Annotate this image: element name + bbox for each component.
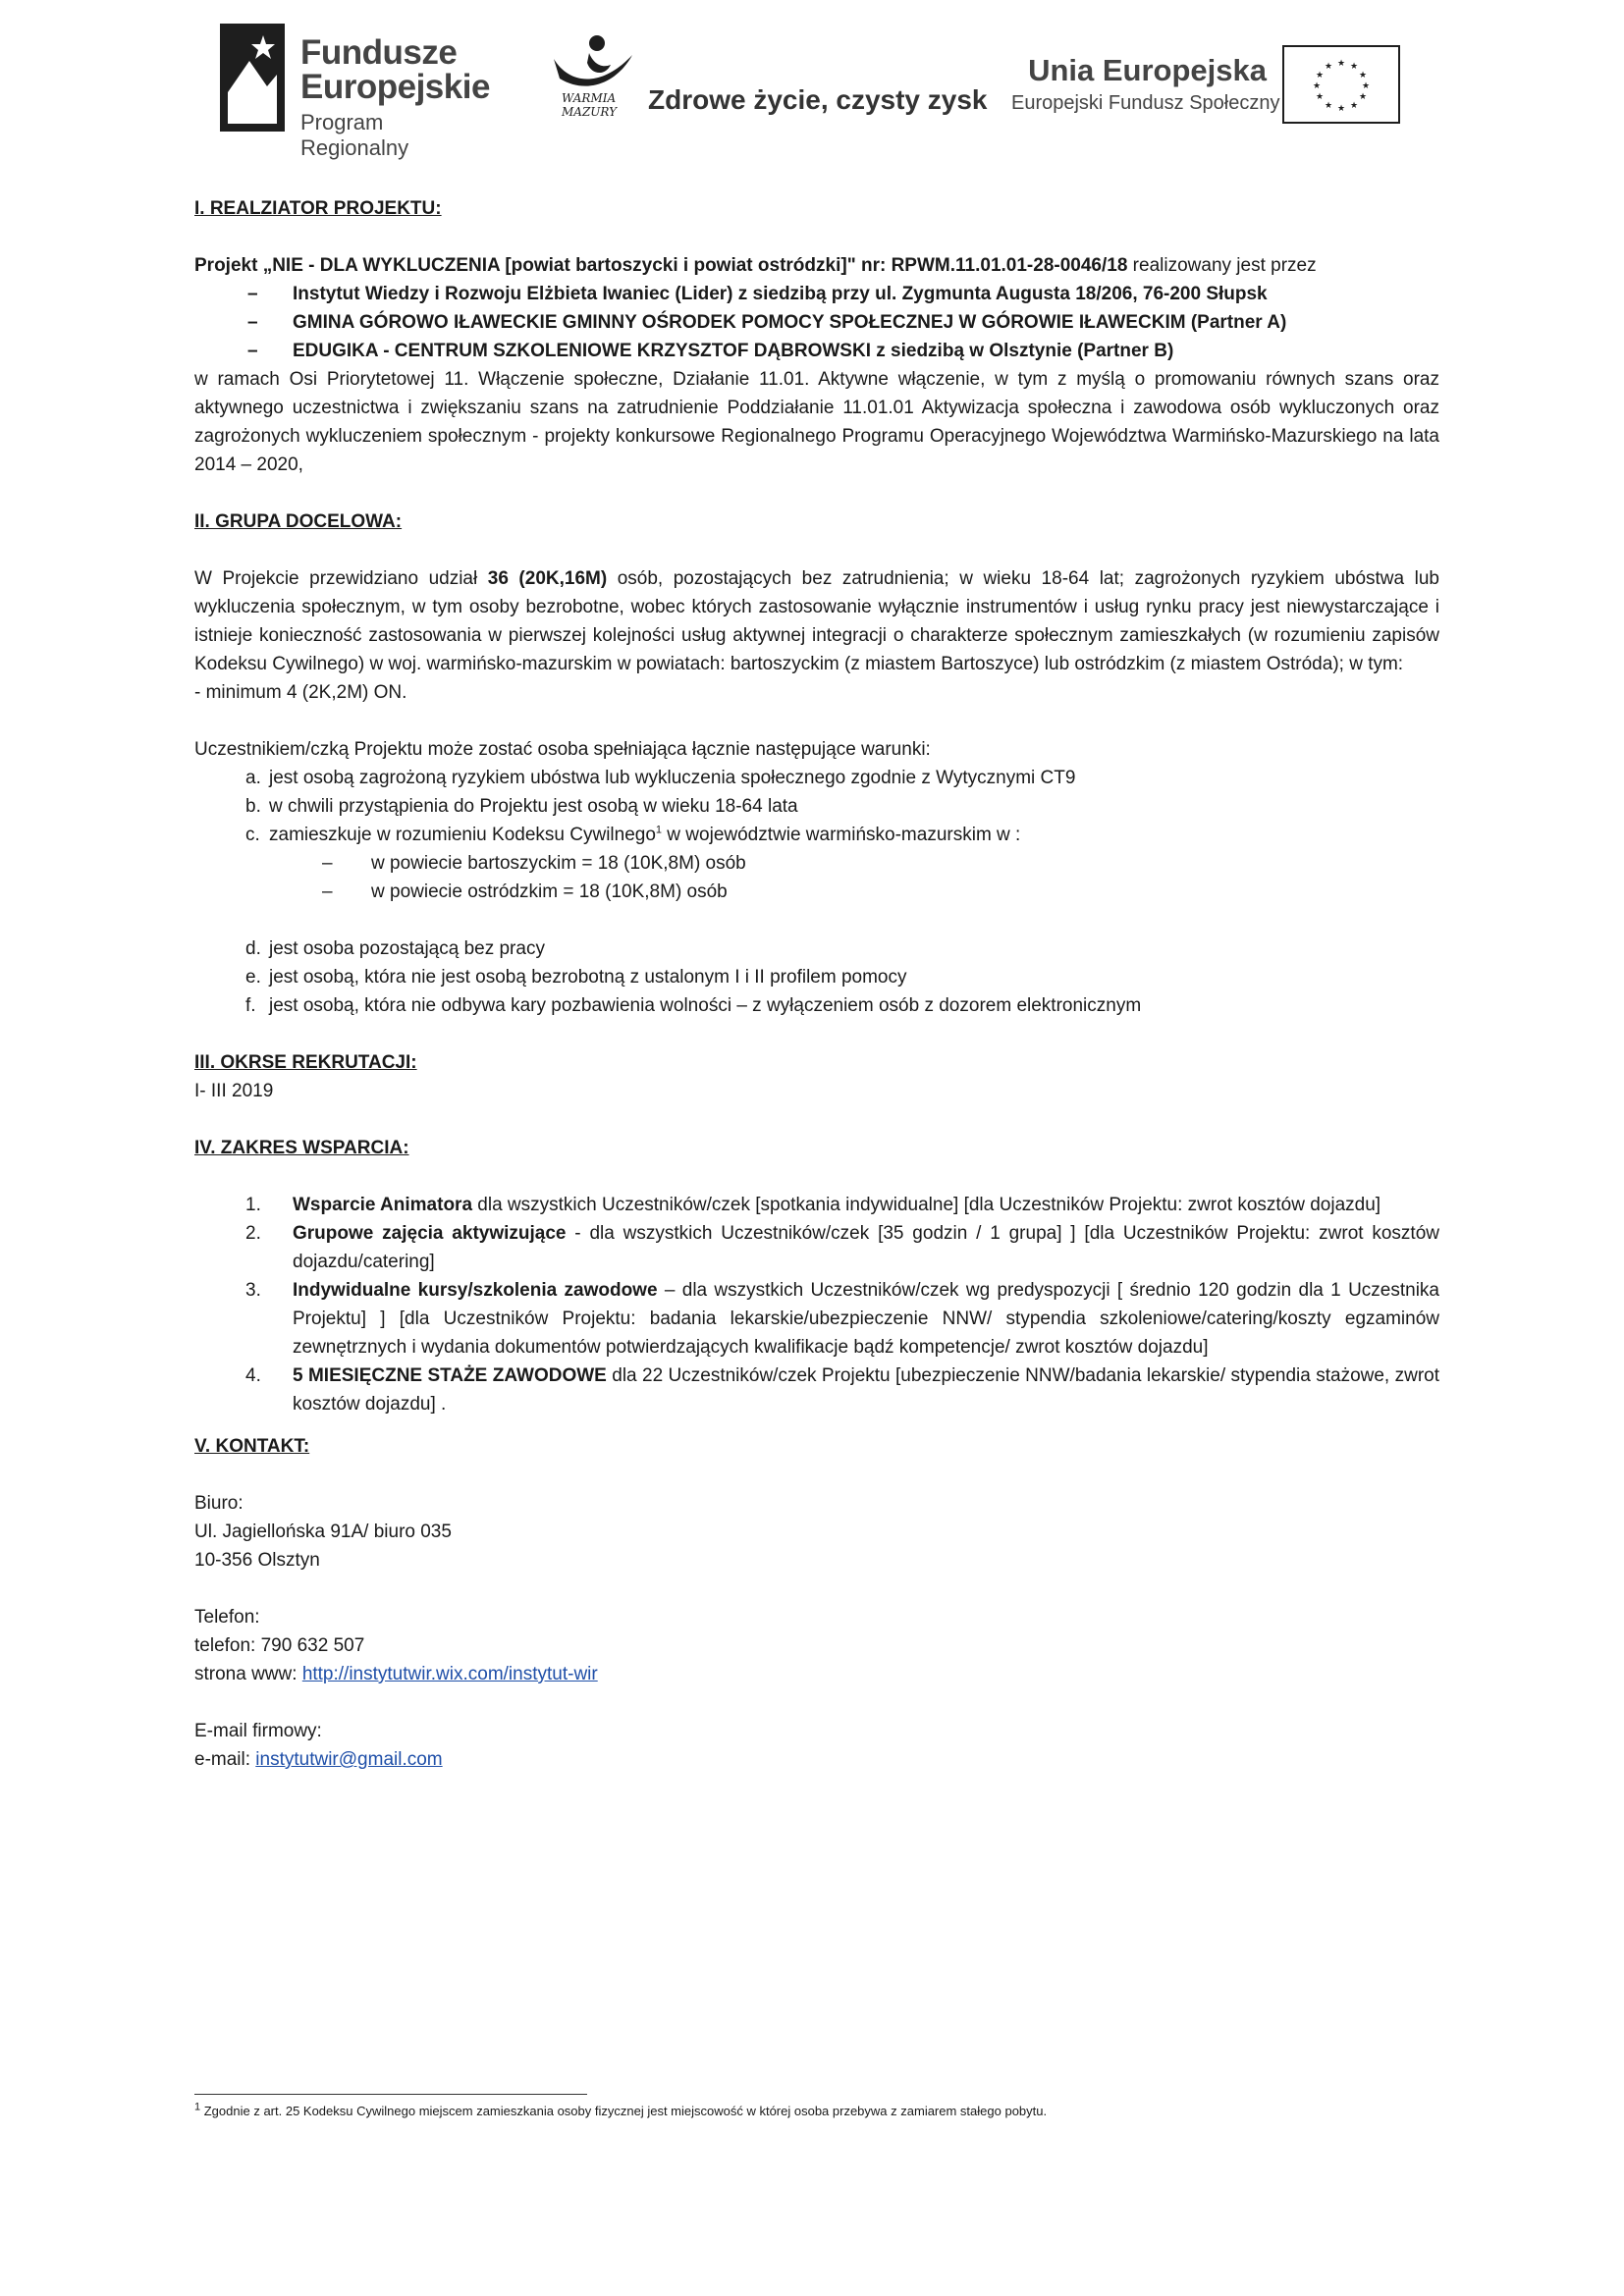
svg-text:★: ★ bbox=[1358, 92, 1368, 102]
fe-logo-line1: Fundusze bbox=[300, 33, 458, 72]
target-group-text-a: W Projekcie przewidziano udział bbox=[194, 568, 488, 589]
footnote-divider bbox=[194, 2094, 587, 2095]
warmia-mazury-icon bbox=[550, 33, 636, 122]
website-line bbox=[194, 1660, 1439, 1688]
condition-item bbox=[194, 963, 1439, 991]
condition-text: w województwie warmińsko-mazurskim w : bbox=[662, 825, 1021, 845]
svg-text:★: ★ bbox=[1349, 62, 1359, 72]
county-text: w powiecie ostródzkim = 18 (10K,8M) osób bbox=[371, 881, 728, 902]
project-name: Projekt „NIE - DLA WYKLUCZENIA [powiat bartoszycki i powiat ostródzki]" nr: RPWM.11.01.01-28-0046/18 bbox=[194, 255, 1128, 276]
minimum-on: - minimum 4 (2K,2M) ON. bbox=[194, 682, 407, 703]
support-text: dla 22 Uczestników/czek Projektu [ubezpieczenie NNW/badania lekarskie/ stypendia stażowe, zwrot kosztów dojazdu] . bbox=[293, 1365, 1439, 1415]
svg-text:★: ★ bbox=[1358, 71, 1368, 80]
section-title-rekrutacja: III. OKRSE REKRUTACJI: bbox=[194, 1052, 417, 1073]
list-marker: e. bbox=[245, 967, 261, 988]
fe-logo-line2: Europejskie bbox=[300, 68, 490, 106]
condition-text: jest osobą, która nie jest osobą bezrobotną z ustalonym I i II profilem pomocy bbox=[269, 967, 907, 988]
svg-text:MAZURY: MAZURY bbox=[562, 105, 617, 119]
support-name: Indywidualne kursy/szkolenia zawodowe bbox=[293, 1280, 658, 1301]
condition-text: zamieszkuje w rozumieniu Kodeksu Cywilnego bbox=[269, 825, 656, 845]
dash-marker: – bbox=[322, 881, 333, 902]
condition-item bbox=[194, 991, 1439, 1020]
phone-label: Telefon: bbox=[194, 1607, 260, 1628]
support-name: Wsparcie Animatora bbox=[293, 1195, 473, 1215]
email-link[interactable]: instytutwir@gmail.com bbox=[255, 1749, 443, 1770]
eu-logo-line2: Europejski Fundusz Społeczny bbox=[1011, 92, 1280, 114]
recruitment-period: I- III 2019 bbox=[194, 1081, 274, 1101]
phone-number: telefon: 790 632 507 bbox=[194, 1635, 365, 1656]
partner-text: GMINA GÓROWO IŁAWECKIE GMINNY OŚRODEK POMOCY SPOŁECZNEJ W GÓROWIE IŁAWECKIM (Partner A) bbox=[293, 312, 1287, 333]
email-label: E-mail firmowy: bbox=[194, 1721, 322, 1741]
support-text: – dla wszystkich Uczestników/czek wg predyspozycji [ średnio 120 godzin dla 1 Uczestnika Projektu] ] [dla Uczestników Projektu: badania lekarskie/ubezpieczenie NNW/ stypendia szkoleniowe/catering/koszty egzaminów zewnętrznych i wydania dokumentów potwierdzających kwalifikacje bądź kompetencje/ zwrot kosztów dojazdu] bbox=[293, 1280, 1439, 1358]
condition-text: jest osobą, która nie odbywa kary pozbawienia wolności – z wyłączeniem osób z dozorem elektronicznym bbox=[269, 995, 1142, 1016]
partner-item bbox=[194, 280, 1439, 308]
partner-item bbox=[194, 337, 1439, 365]
svg-text:★: ★ bbox=[1361, 81, 1371, 91]
condition-item bbox=[194, 821, 1439, 849]
list-marker: d. bbox=[245, 938, 261, 959]
svg-text:★: ★ bbox=[1324, 62, 1333, 72]
email-prefix: e-mail: bbox=[194, 1749, 256, 1770]
dash-marker: – bbox=[322, 853, 333, 874]
svg-text:★: ★ bbox=[1336, 104, 1346, 114]
county-text: w powiecie bartoszyckim = 18 (10K,8M) osób bbox=[371, 853, 746, 874]
svg-text:★: ★ bbox=[1312, 81, 1322, 91]
office-label: Biuro: bbox=[194, 1493, 244, 1514]
list-marker: c. bbox=[245, 825, 260, 845]
section-title-wsparcie: IV. ZAKRES WSPARCIA: bbox=[194, 1138, 409, 1158]
dash-marker: – bbox=[247, 284, 258, 304]
priority-axis-paragraph: w ramach Osi Priorytetowej 11. Włączenie społeczne, Działanie 11.01. Aktywne włączenie, w tym z myślą o promowaniu równych szans oraz aktywnego uczestnictwa i zwiększaniu szans na zatrudnienie Poddziałanie 11.01.01 Aktywizacja społeczna i zawodowa osób wykluczonych oraz zagrożonych wykluczeniem społecznym - projekty konkursowe Regionalnego Programu Operacyjnego Województwa Warmińsko-Mazurskiego na lata 2014 – 2020, bbox=[194, 369, 1439, 475]
support-name: Grupowe zajęcia aktywizujące bbox=[293, 1223, 567, 1244]
svg-text:★: ★ bbox=[1336, 59, 1346, 69]
condition-text: jest osoba pozostającą bez pracy bbox=[269, 938, 545, 959]
support-text: - dla wszystkich Uczestników/czek [35 godzin / 1 grupa] ] [dla Uczestników Projektu: zwrot kosztów dojazdu/catering] bbox=[293, 1223, 1439, 1272]
svg-text:★: ★ bbox=[1324, 101, 1333, 111]
section-title-kontakt: V. KONTAKT: bbox=[194, 1436, 310, 1457]
support-item bbox=[194, 1191, 1439, 1219]
project-intro bbox=[194, 251, 1439, 280]
partner-text: Instytut Wiedzy i Rozwoju Elżbieta Iwaniec (Lider) z siedzibą przy ul. Zygmunta Augusta 18/206, 76-200 Słupsk bbox=[293, 284, 1268, 304]
footnote-text: Zgodnie z art. 25 Kodeksu Cywilnego miejscem zamieszkania osoby fizycznej jest miejscowość w której osoba przebywa z zamiarem stałego pobytu. bbox=[200, 2104, 1048, 2118]
condition-text: w chwili przystąpienia do Projektu jest osobą w wieku 18-64 lata bbox=[269, 796, 798, 817]
project-intro-rest: realizowany jest przez bbox=[1127, 255, 1317, 276]
eu-flag-icon bbox=[1282, 45, 1400, 124]
list-marker: 2. bbox=[245, 1223, 261, 1244]
list-marker: 4. bbox=[245, 1365, 261, 1386]
footnote bbox=[194, 2103, 1439, 2120]
warmia-mazury-tagline: Zdrowe życie, czysty zysk bbox=[648, 84, 988, 115]
document-body bbox=[194, 194, 1439, 1774]
website-link[interactable]: http://instytutwir.wix.com/instytut-wir bbox=[301, 1664, 598, 1684]
list-marker: 1. bbox=[245, 1195, 261, 1215]
svg-text:★: ★ bbox=[1315, 71, 1325, 80]
list-marker: a. bbox=[245, 768, 261, 788]
header-logos bbox=[206, 20, 1434, 160]
svg-text:WARMIA: WARMIA bbox=[562, 91, 617, 105]
condition-item bbox=[194, 792, 1439, 821]
support-name: 5 MIESIĘCZNE STAŻE ZAWODOWE bbox=[293, 1365, 607, 1386]
list-marker: f. bbox=[245, 995, 256, 1016]
support-text: dla wszystkich Uczestników/czek [spotkania indywidualne] [dla Uczestników Projektu: zwrot kosztów dojazdu] bbox=[472, 1195, 1381, 1215]
condition-item bbox=[194, 934, 1439, 963]
office-address-line2: 10-356 Olsztyn bbox=[194, 1550, 320, 1571]
footnote-ref[interactable]: 1 bbox=[655, 824, 663, 836]
fe-logo-line3: Program Regionalny bbox=[300, 110, 409, 160]
condition-item bbox=[194, 764, 1439, 792]
target-group-paragraph bbox=[194, 564, 1439, 678]
support-item bbox=[194, 1219, 1439, 1276]
county-item bbox=[194, 849, 1439, 878]
svg-text:★: ★ bbox=[1315, 92, 1325, 102]
condition-text: jest osobą zagrożoną ryzykiem ubóstwa lub wykluczenia społecznego zgodnie z Wytycznymi CT9 bbox=[269, 768, 1076, 788]
section-title-grupa: II. GRUPA DOCELOWA: bbox=[194, 511, 403, 532]
website-label: strona www: bbox=[194, 1664, 302, 1684]
support-item bbox=[194, 1362, 1439, 1418]
partner-text: EDUGIKA - CENTRUM SZKOLENIOWE KRZYSZTOF DĄBROWSKI z siedzibą w Olsztynie (Partner B) bbox=[293, 341, 1174, 361]
support-item bbox=[194, 1276, 1439, 1362]
county-item bbox=[194, 878, 1439, 906]
dash-marker: – bbox=[247, 341, 258, 361]
dash-marker: – bbox=[247, 312, 258, 333]
partner-item bbox=[194, 308, 1439, 337]
list-marker: b. bbox=[245, 796, 261, 817]
target-group-text-b: osób, pozostających bez zatrudnienia; w wieku 18-64 lat; zagrożonych ryzykiem ubóstwa lub wykluczenia społecznym, w tym osoby bezrobotne, wobec których zastosowanie wyłącznie instrumentów i usług rynku pracy jest niewystarczające i istnieje konieczność zastosowania w pierwszej kolejności usług aktywnej integracji o charakterze społecznym zamieszkałych (w rozumieniu zapisów Kodeksu Cywilnego) w woj. warmińsko-mazurskim w powiatach: bartoszyckim (z miastem Bartoszyce) lub ostródzkim (z miastem Ostróda); w tym: bbox=[194, 568, 1439, 674]
section-title-realizator: I. REALZIATOR PROJEKTU: bbox=[194, 198, 442, 219]
email-line bbox=[194, 1745, 1439, 1774]
office-address-line1: Ul. Jagiellońska 91A/ biuro 035 bbox=[194, 1522, 452, 1542]
list-marker: 3. bbox=[245, 1280, 261, 1301]
conditions-intro: Uczestnikiem/czką Projektu może zostać osoba spełniająca łącznie następujące warunki: bbox=[194, 739, 931, 760]
footnote-number: 1 bbox=[194, 2101, 201, 2113]
svg-text:★: ★ bbox=[1349, 101, 1359, 111]
eu-logo-line1: Unia Europejska bbox=[1028, 53, 1267, 87]
fe-flag-icon bbox=[220, 24, 285, 132]
participant-count: 36 (20K,16M) bbox=[487, 568, 608, 589]
